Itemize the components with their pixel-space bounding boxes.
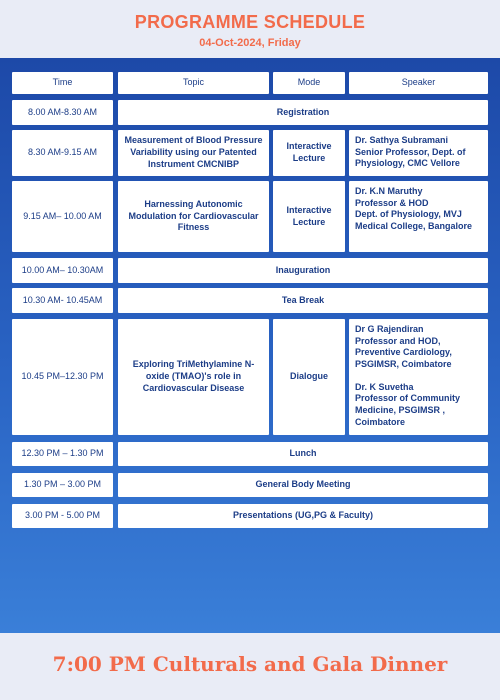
column-header-time: Time (12, 72, 113, 94)
row-time: 12.30 PM – 1.30 PM (12, 442, 113, 466)
column-header-speaker: Speaker (349, 72, 488, 94)
row-mode: Interactive Lecture (273, 130, 345, 176)
row-event-tea-break: Tea Break (118, 288, 488, 313)
row-speaker (349, 319, 488, 435)
speaker-name: Dr. Sathya Subramani Senior Professor, Dept. of Physiology, CMC Vellore (355, 135, 466, 169)
page-title: PROGRAMME SCHEDULE (134, 12, 366, 32)
speaker-name: Dr. K.N Maruthy Professor & HOD Dept. of Physiology, MVJ Medical College, Bangalore (355, 186, 473, 232)
row-time: 10.30 AM- 10.45AM (12, 288, 113, 313)
row-mode: Interactive Lecture (273, 181, 345, 252)
event-date: 04-Oct-2024, Friday (199, 37, 301, 49)
row-speaker (349, 130, 488, 176)
row-topic: Harnessing Autonomic Modulation for Cardiovascular Fitness (118, 181, 269, 252)
row-event-lunch: Lunch (118, 442, 488, 466)
gala-dinner-banner: 7:00 PM Culturals and Gala Dinner (52, 652, 448, 676)
schedule-panel (0, 58, 500, 633)
row-event-registration: Registration (118, 100, 488, 125)
footer-band (0, 633, 500, 700)
column-header-mode: Mode (273, 72, 345, 94)
row-time: 8.30 AM-9.15 AM (12, 130, 113, 176)
speaker-name: Dr G Rajendiran Professor and HOD, Preventive Cardiology, PSGIMSR, Coimbatore (355, 324, 452, 370)
row-event-inauguration: Inauguration (118, 258, 488, 283)
row-time: 1.30 PM – 3.00 PM (12, 473, 113, 497)
row-mode: Dialogue (273, 319, 345, 435)
row-time: 3.00 PM - 5.00 PM (12, 504, 113, 528)
speaker-name: Dr. K Suvetha Professor of Community Medicine, PSGIMSR , Coimbatore (355, 381, 461, 427)
header-band (0, 0, 500, 58)
row-time: 10.45 PM–12.30 PM (12, 319, 113, 435)
row-topic: Exploring TriMethylamine N-oxide (TMAO)'s role in Cardiovascular Disease (118, 319, 269, 435)
row-event-presentations: Presentations (UG,PG & Faculty) (118, 504, 488, 528)
row-speaker (349, 181, 488, 252)
row-topic: Measurement of Blood Pressure Variability using our Patented Instrument CMCNIBP (118, 130, 269, 176)
column-header-topic: Topic (118, 72, 269, 94)
row-event-general-body-meeting: General Body Meeting (118, 473, 488, 497)
row-time: 10.00 AM– 10.30AM (12, 258, 113, 283)
row-time: 9.15 AM– 10.00 AM (12, 181, 113, 252)
row-time: 8.00 AM-8.30 AM (12, 100, 113, 125)
